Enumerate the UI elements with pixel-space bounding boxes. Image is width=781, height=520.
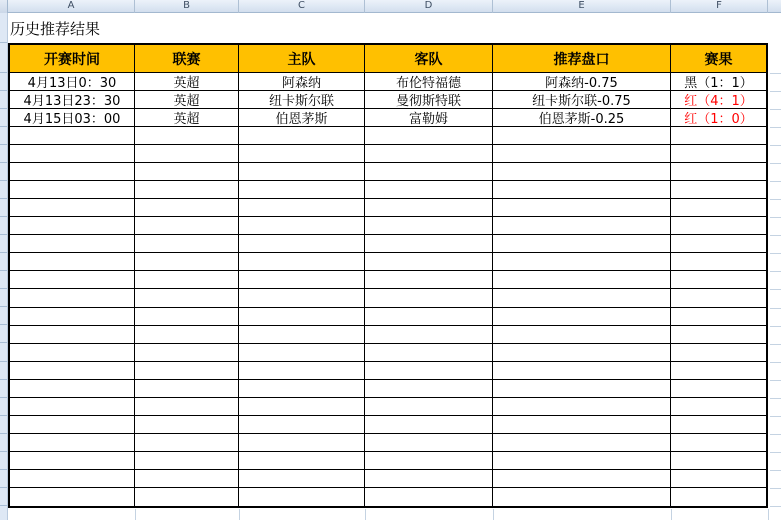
table-cell[interactable]: [365, 326, 493, 344]
table-cell[interactable]: [135, 253, 239, 271]
table-cell[interactable]: [10, 362, 135, 380]
gridline: [770, 362, 781, 363]
table-header-cell[interactable]: 联赛: [135, 45, 239, 73]
table-cell[interactable]: [239, 199, 365, 217]
table-cell[interactable]: [239, 181, 365, 199]
row-header[interactable]: [0, 271, 7, 289]
table-cell[interactable]: [493, 452, 671, 470]
table-cell[interactable]: [239, 434, 365, 452]
table-cell[interactable]: [10, 452, 135, 470]
gridline: [770, 289, 781, 290]
column-header-b[interactable]: B: [135, 0, 239, 13]
table-cell[interactable]: [135, 145, 239, 163]
table-cell[interactable]: 富勒姆: [365, 109, 493, 127]
gridline: [770, 326, 781, 327]
column-header-e[interactable]: E: [493, 0, 671, 13]
table-cell[interactable]: [10, 398, 135, 416]
table-cell[interactable]: [10, 217, 135, 235]
table-cell[interactable]: [671, 434, 766, 452]
table-cell[interactable]: [10, 380, 135, 398]
gridline: [770, 398, 781, 399]
table-cell[interactable]: [365, 470, 493, 488]
table-cell[interactable]: 黑（1：1）: [671, 73, 766, 91]
row-header[interactable]: [0, 307, 7, 325]
gridline: [770, 308, 781, 309]
table-cell[interactable]: [135, 181, 239, 199]
table-cell[interactable]: [135, 271, 239, 289]
select-all-corner[interactable]: [0, 0, 8, 13]
gridline: [770, 181, 781, 182]
table-cell[interactable]: [135, 434, 239, 452]
table-cell[interactable]: [10, 145, 135, 163]
table-cell[interactable]: 纽卡斯尔联-0.75: [493, 91, 671, 109]
table-cell[interactable]: [493, 289, 671, 307]
sheet-title-cell[interactable]: [10, 13, 781, 43]
table-cell[interactable]: [239, 326, 365, 344]
table-cell[interactable]: [135, 380, 239, 398]
table-cell[interactable]: [493, 344, 671, 362]
row-header[interactable]: [0, 181, 7, 199]
table-cell[interactable]: [671, 380, 766, 398]
row-header[interactable]: [0, 289, 7, 307]
gridline: [770, 506, 781, 507]
table-cell[interactable]: [239, 145, 365, 163]
table-cell[interactable]: [671, 416, 766, 434]
table-cell[interactable]: 4月13日0：30: [10, 73, 135, 91]
row-header-gutter[interactable]: [0, 13, 8, 520]
gridline: [770, 488, 781, 489]
row-header[interactable]: [0, 145, 7, 163]
gridline: [770, 73, 781, 74]
table-cell[interactable]: [239, 235, 365, 253]
gridline: [493, 509, 494, 520]
table-cell[interactable]: [10, 271, 135, 289]
row-header[interactable]: [0, 163, 7, 181]
table-cell[interactable]: [671, 163, 766, 181]
table-header-cell[interactable]: 开赛时间: [10, 45, 135, 73]
table-cell[interactable]: [671, 289, 766, 307]
table-cell[interactable]: [493, 163, 671, 181]
table-cell[interactable]: [671, 344, 766, 362]
table-cell[interactable]: [365, 145, 493, 163]
table-cell[interactable]: [365, 181, 493, 199]
row-header[interactable]: [0, 109, 7, 127]
column-header-strip: [0, 0, 781, 13]
table-cell[interactable]: [671, 235, 766, 253]
column-header-d[interactable]: D: [365, 0, 493, 13]
table-cell[interactable]: [239, 271, 365, 289]
table-cell[interactable]: [365, 362, 493, 380]
gridline: [770, 163, 781, 164]
table-cell[interactable]: [671, 470, 766, 488]
table-cell[interactable]: [239, 217, 365, 235]
table-cell[interactable]: [671, 145, 766, 163]
table-cell[interactable]: [10, 488, 135, 506]
row-header[interactable]: [0, 73, 7, 91]
table-cell[interactable]: 英超: [135, 109, 239, 127]
gridline: [770, 199, 781, 200]
table-cell[interactable]: [671, 398, 766, 416]
gridline: [770, 380, 781, 381]
table-cell[interactable]: [10, 199, 135, 217]
table-cell[interactable]: [671, 488, 766, 506]
table-cell[interactable]: [671, 271, 766, 289]
table-cell[interactable]: [493, 145, 671, 163]
table-cell[interactable]: [135, 163, 239, 181]
gridline: [770, 145, 781, 146]
table-cell[interactable]: [135, 470, 239, 488]
table-cell[interactable]: [135, 289, 239, 307]
table-cell[interactable]: [493, 398, 671, 416]
table-cell[interactable]: [239, 289, 365, 307]
row-header[interactable]: [0, 91, 7, 109]
table-cell[interactable]: [493, 434, 671, 452]
table-cell[interactable]: [365, 253, 493, 271]
table-cell[interactable]: 伯恩茅斯-0.25: [493, 109, 671, 127]
gridline: [671, 509, 672, 520]
column-header-f[interactable]: F: [671, 0, 768, 13]
table-cell[interactable]: [671, 452, 766, 470]
table-cell[interactable]: 英超: [135, 91, 239, 109]
table-cell[interactable]: 红（1：0）: [671, 109, 766, 127]
row-header[interactable]: [0, 13, 7, 43]
gridline: [239, 509, 240, 520]
table-cell[interactable]: 布伦特福德: [365, 73, 493, 91]
row-header[interactable]: [0, 416, 7, 434]
table-cell[interactable]: [493, 271, 671, 289]
table-cell[interactable]: [493, 416, 671, 434]
table-cell[interactable]: [493, 470, 671, 488]
table-cell[interactable]: [239, 163, 365, 181]
table-cell[interactable]: [10, 127, 135, 145]
table-cell[interactable]: [365, 452, 493, 470]
gridline: [770, 416, 781, 417]
table-cell[interactable]: [135, 235, 239, 253]
table-cell[interactable]: [239, 380, 365, 398]
gridline: [770, 109, 781, 110]
table-cell[interactable]: [239, 452, 365, 470]
table-cell[interactable]: [365, 344, 493, 362]
column-header-c[interactable]: C: [239, 0, 365, 13]
gridline: [770, 217, 781, 218]
table-cell[interactable]: [239, 253, 365, 271]
row-header[interactable]: [0, 235, 7, 253]
table-cell[interactable]: [10, 163, 135, 181]
gridline: [770, 452, 781, 453]
table-cell[interactable]: [671, 308, 766, 326]
gridline: [135, 509, 136, 520]
table-cell[interactable]: [365, 199, 493, 217]
table-cell[interactable]: [135, 127, 239, 145]
gridline: [770, 127, 781, 128]
table-cell[interactable]: [239, 308, 365, 326]
table-cell[interactable]: [493, 217, 671, 235]
table-cell[interactable]: [365, 380, 493, 398]
gridline: [770, 91, 781, 92]
gridline: [770, 235, 781, 236]
table-cell[interactable]: [239, 362, 365, 380]
table-cell[interactable]: [493, 235, 671, 253]
gridline: [770, 253, 781, 254]
table-cell[interactable]: [135, 398, 239, 416]
row-header[interactable]: [0, 325, 7, 343]
table-cell[interactable]: [365, 271, 493, 289]
table-cell[interactable]: [671, 253, 766, 271]
table-cell[interactable]: [135, 199, 239, 217]
table-cell[interactable]: [365, 488, 493, 506]
table-cell[interactable]: [365, 217, 493, 235]
row-header[interactable]: [0, 127, 7, 145]
table-cell[interactable]: 4月13日23：30: [10, 91, 135, 109]
table-cell[interactable]: [671, 326, 766, 344]
row-header[interactable]: [0, 362, 7, 380]
row-header[interactable]: [0, 398, 7, 416]
row-header[interactable]: [0, 434, 7, 452]
row-header[interactable]: [0, 253, 7, 271]
gridline: [768, 509, 769, 520]
table-cell[interactable]: [493, 380, 671, 398]
table-cell[interactable]: [239, 470, 365, 488]
table-cell[interactable]: [10, 416, 135, 434]
table-cell[interactable]: [10, 434, 135, 452]
table-cell[interactable]: [239, 127, 365, 145]
column-header-a[interactable]: A: [8, 0, 135, 13]
row-header[interactable]: [0, 488, 7, 506]
table-cell[interactable]: [365, 289, 493, 307]
table-cell[interactable]: [135, 416, 239, 434]
table-cell[interactable]: 阿森纳-0.75: [493, 73, 671, 91]
gridline: [770, 271, 781, 272]
table-cell[interactable]: [493, 326, 671, 344]
table-cell[interactable]: 英超: [135, 73, 239, 91]
table-cell[interactable]: [365, 308, 493, 326]
row-header[interactable]: [0, 452, 7, 470]
table-cell[interactable]: [493, 362, 671, 380]
table-cell[interactable]: [493, 488, 671, 506]
table-cell[interactable]: [671, 362, 766, 380]
table-cell[interactable]: [671, 217, 766, 235]
table-cell[interactable]: [365, 163, 493, 181]
gridline: [770, 470, 781, 471]
table-cell[interactable]: [493, 253, 671, 271]
table-cell[interactable]: 4月15日03：00: [10, 109, 135, 127]
row-header[interactable]: [0, 217, 7, 235]
table-cell[interactable]: [493, 127, 671, 145]
table-cell[interactable]: [135, 308, 239, 326]
table-cell[interactable]: 纽卡斯尔联: [239, 91, 365, 109]
table-cell[interactable]: [239, 398, 365, 416]
table-cell[interactable]: [365, 416, 493, 434]
table-cell[interactable]: [671, 199, 766, 217]
table-cell[interactable]: [10, 235, 135, 253]
table-cell[interactable]: [135, 452, 239, 470]
table-header-cell[interactable]: 客队: [365, 45, 493, 73]
row-header[interactable]: [0, 470, 7, 488]
table-cell[interactable]: [10, 326, 135, 344]
table-cell[interactable]: 阿森纳: [239, 73, 365, 91]
table-cell[interactable]: [10, 470, 135, 488]
table-cell[interactable]: [493, 308, 671, 326]
table-header-cell[interactable]: 推荐盘口: [493, 45, 671, 73]
table-cell[interactable]: [365, 434, 493, 452]
sheet-title: 历史推荐结果: [10, 19, 101, 38]
table-cell[interactable]: [135, 362, 239, 380]
gridline: [770, 434, 781, 435]
table-cell[interactable]: [493, 181, 671, 199]
table-cell[interactable]: [10, 308, 135, 326]
gridline: [365, 509, 366, 520]
table-cell[interactable]: [365, 235, 493, 253]
results-table: [8, 43, 768, 508]
gridline: [770, 344, 781, 345]
table-cell[interactable]: 红（4：1）: [671, 91, 766, 109]
table-cell[interactable]: [671, 127, 766, 145]
table-cell[interactable]: [239, 416, 365, 434]
table-cell[interactable]: [10, 181, 135, 199]
table-cell[interactable]: [671, 181, 766, 199]
table-cell[interactable]: [10, 253, 135, 271]
table-cell[interactable]: [135, 217, 239, 235]
table-cell[interactable]: [135, 488, 239, 506]
row-header[interactable]: [0, 199, 7, 217]
table-cell[interactable]: [135, 344, 239, 362]
table-cell[interactable]: [239, 488, 365, 506]
table-cell[interactable]: 曼彻斯特联: [365, 91, 493, 109]
row-header[interactable]: [0, 380, 7, 398]
table-header-cell[interactable]: 赛果: [671, 45, 766, 73]
table-cell[interactable]: [239, 344, 365, 362]
row-header[interactable]: [0, 43, 7, 73]
table-cell[interactable]: [135, 326, 239, 344]
table-header-cell[interactable]: 主队: [239, 45, 365, 73]
table-cell[interactable]: [493, 199, 671, 217]
table-cell[interactable]: [365, 398, 493, 416]
table-cell[interactable]: [10, 344, 135, 362]
row-header[interactable]: [0, 343, 7, 361]
table-cell[interactable]: [365, 127, 493, 145]
table-cell[interactable]: 伯恩茅斯: [239, 109, 365, 127]
table-cell[interactable]: [10, 289, 135, 307]
